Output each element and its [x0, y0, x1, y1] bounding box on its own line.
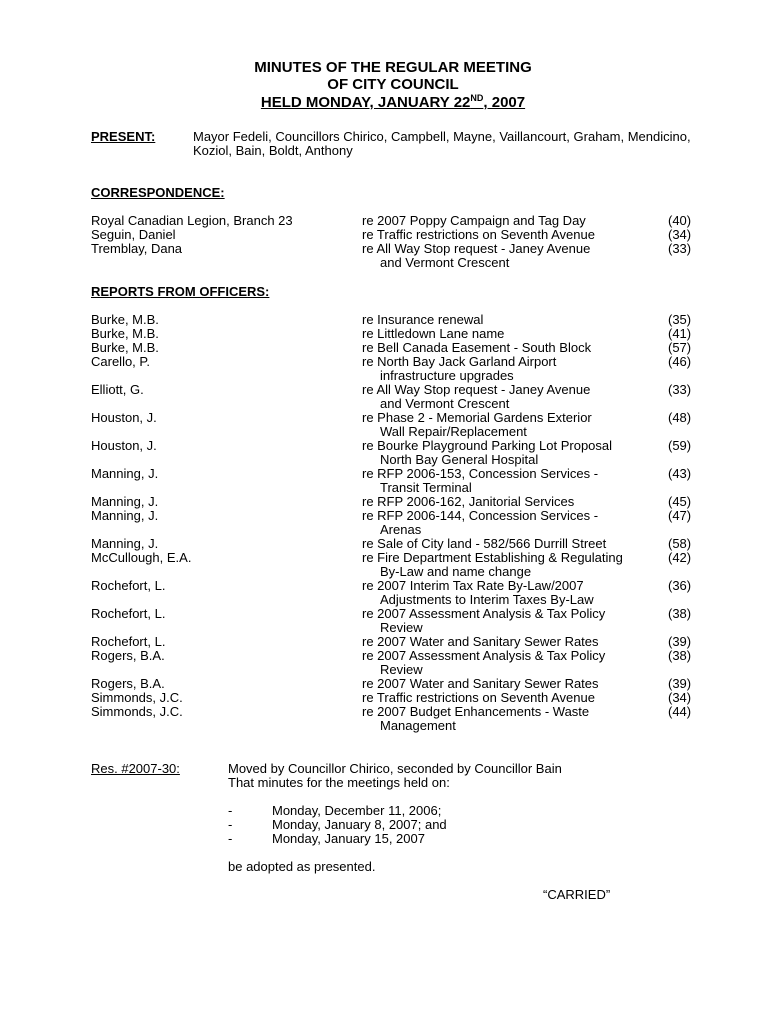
report-item: [0, 537, 770, 551]
item-number: (33): [668, 241, 692, 256]
resolution-closing: be adopted as presented.: [228, 859, 376, 874]
report-item: [0, 508, 770, 537]
item-subject: re 2007 Assessment Analysis & Tax Policy: [362, 606, 606, 621]
meeting-date: Monday, December 11, 2006;: [272, 803, 442, 818]
resolution-moved-by: Moved by Councillor Chirico, seconded by Councillor Bain: [228, 761, 562, 776]
report-item: [0, 341, 770, 355]
item-author: Houston, J.: [91, 410, 157, 425]
item-subject: re Fire Department Establishing & Regulating: [362, 550, 623, 565]
item-subject: re 2007 Assessment Analysis & Tax Policy: [362, 648, 606, 663]
report-item: [0, 313, 770, 327]
report-item: [0, 382, 770, 411]
item-subject-continued: Review: [380, 620, 423, 635]
item-number: (45): [668, 494, 692, 509]
item-number: (40): [668, 213, 692, 228]
item-author: Seguin, Daniel: [91, 227, 176, 242]
item-subject-continued: infrastructure upgrades: [380, 368, 514, 383]
resolution-number: Res. #2007-30:: [91, 761, 180, 776]
item-number: (46): [668, 354, 692, 369]
title-line-2: OF CITY COUNCIL: [327, 76, 459, 93]
title-date-text: HELD MONDAY, JANUARY 22: [260, 94, 471, 111]
item-number: (57): [668, 340, 692, 355]
item-subject: re Traffic restrictions on Seventh Avenue: [362, 690, 595, 705]
item-subject: re 2007 Poppy Campaign and Tag Day: [362, 213, 586, 228]
item-number: (43): [668, 466, 692, 481]
meeting-date: Monday, January 15, 2007: [272, 831, 425, 846]
correspondence-item: [0, 228, 770, 242]
item-subject: re Bourke Playground Parking Lot Proposal: [362, 438, 613, 453]
correspondence-item: [0, 241, 770, 270]
item-subject: re Littledown Lane name: [362, 326, 505, 341]
item-author: Burke, M.B.: [91, 326, 159, 341]
item-subject: re 2007 Water and Sanitary Sewer Rates: [362, 634, 599, 649]
item-author: Rochefort, L.: [91, 578, 166, 593]
report-item: [0, 495, 770, 509]
item-subject-continued: and Vermont Crescent: [380, 396, 510, 411]
list-bullet: -: [228, 831, 233, 846]
item-number: (36): [668, 578, 692, 593]
item-subject: re RFP 2006-153, Concession Services -: [362, 466, 599, 481]
report-item: [0, 691, 770, 705]
resolution-text: That minutes for the meetings held on:: [228, 775, 450, 790]
item-number: (48): [668, 410, 692, 425]
item-subject-continued: By-Law and name change: [380, 564, 532, 579]
resolution-result: “CARRIED”: [543, 887, 611, 902]
title-line-1: MINUTES OF THE REGULAR MEETING: [254, 59, 532, 76]
report-item: [0, 648, 770, 677]
report-item: [0, 606, 770, 635]
item-author: Rochefort, L.: [91, 634, 166, 649]
present-attendees: Mayor Fedeli, Councillors Chirico, Campbell, Mayne, Vaillancourt, Graham, Mendicino, Koziol, Bain, Boldt, Anthony: [193, 129, 691, 158]
item-author: Manning, J.: [91, 494, 159, 509]
item-subject: re 2007 Interim Tax Rate By-Law/2007: [362, 578, 584, 593]
correspondence-item: [0, 214, 770, 228]
list-bullet: -: [228, 803, 233, 818]
item-subject-continued: and Vermont Crescent: [380, 255, 510, 270]
report-item: [0, 704, 770, 733]
item-number: (39): [668, 676, 692, 691]
item-subject-continued: Management: [380, 718, 456, 733]
title-date-superscript: ND: [470, 93, 484, 103]
item-number: (41): [668, 326, 692, 341]
title-year-text: , 2007: [483, 94, 526, 111]
report-item: [0, 466, 770, 495]
report-item: [0, 550, 770, 579]
item-author: Rogers, B.A.: [91, 648, 165, 663]
reports-heading: REPORTS FROM OFFICERS:: [91, 284, 270, 299]
item-subject: re 2007 Water and Sanitary Sewer Rates: [362, 676, 599, 691]
item-subject: re 2007 Budget Enhancements - Waste: [362, 704, 590, 719]
item-author: Carello, P.: [91, 354, 151, 369]
item-subject-continued: Arenas: [380, 522, 422, 537]
item-number: (39): [668, 634, 692, 649]
report-item: [0, 635, 770, 649]
item-author: Royal Canadian Legion, Branch 23: [91, 213, 293, 228]
item-subject: re RFP 2006-144, Concession Services -: [362, 508, 599, 523]
item-author: McCullough, E.A.: [91, 550, 192, 565]
report-item: [0, 410, 770, 439]
meeting-date: Monday, January 8, 2007; and: [272, 817, 447, 832]
item-subject: re Sale of City land - 582/566 Durrill Street: [362, 536, 607, 551]
item-subject: re Traffic restrictions on Seventh Avenue: [362, 227, 595, 242]
report-item: [0, 578, 770, 607]
item-author: Manning, J.: [91, 536, 159, 551]
item-subject: re All Way Stop request - Janey Avenue: [362, 241, 591, 256]
report-item: [0, 438, 770, 467]
title-line-3: [0, 94, 770, 111]
present-label: PRESENT:: [91, 129, 156, 144]
item-number: (38): [668, 606, 692, 621]
item-number: (34): [668, 227, 692, 242]
item-subject: re Phase 2 - Memorial Gardens Exterior: [362, 410, 592, 425]
report-item: [0, 677, 770, 691]
item-number: (38): [668, 648, 692, 663]
item-author: Rochefort, L.: [91, 606, 166, 621]
item-author: Simmonds, J.C.: [91, 704, 183, 719]
item-subject: re Bell Canada Easement - South Block: [362, 340, 592, 355]
item-subject: re RFP 2006-162, Janitorial Services: [362, 494, 575, 509]
item-number: (47): [668, 508, 692, 523]
list-bullet: -: [228, 817, 233, 832]
report-item: [0, 327, 770, 341]
item-subject-continued: Transit Terminal: [380, 480, 472, 495]
item-author: Burke, M.B.: [91, 340, 159, 355]
item-author: Elliott, G.: [91, 382, 144, 397]
item-subject-continued: Wall Repair/Replacement: [380, 424, 527, 439]
item-author: Rogers, B.A.: [91, 676, 165, 691]
item-author: Burke, M.B.: [91, 312, 159, 327]
item-number: (34): [668, 690, 692, 705]
item-author: Houston, J.: [91, 438, 157, 453]
item-number: (58): [668, 536, 692, 551]
item-number: (44): [668, 704, 692, 719]
item-number: (59): [668, 438, 692, 453]
item-author: Tremblay, Dana: [91, 241, 183, 256]
item-number: (42): [668, 550, 692, 565]
item-author: Manning, J.: [91, 466, 159, 481]
item-subject-continued: Review: [380, 662, 423, 677]
item-subject: re North Bay Jack Garland Airport: [362, 354, 557, 369]
item-author: Simmonds, J.C.: [91, 690, 183, 705]
report-item: [0, 354, 770, 383]
item-number: (33): [668, 382, 692, 397]
item-number: (35): [668, 312, 692, 327]
correspondence-heading: CORRESPONDENCE:: [91, 185, 225, 200]
item-subject: re Insurance renewal: [362, 312, 484, 327]
item-subject: re All Way Stop request - Janey Avenue: [362, 382, 591, 397]
item-author: Manning, J.: [91, 508, 159, 523]
item-subject-continued: Adjustments to Interim Taxes By-Law: [380, 592, 594, 607]
item-subject-continued: North Bay General Hospital: [380, 452, 539, 467]
